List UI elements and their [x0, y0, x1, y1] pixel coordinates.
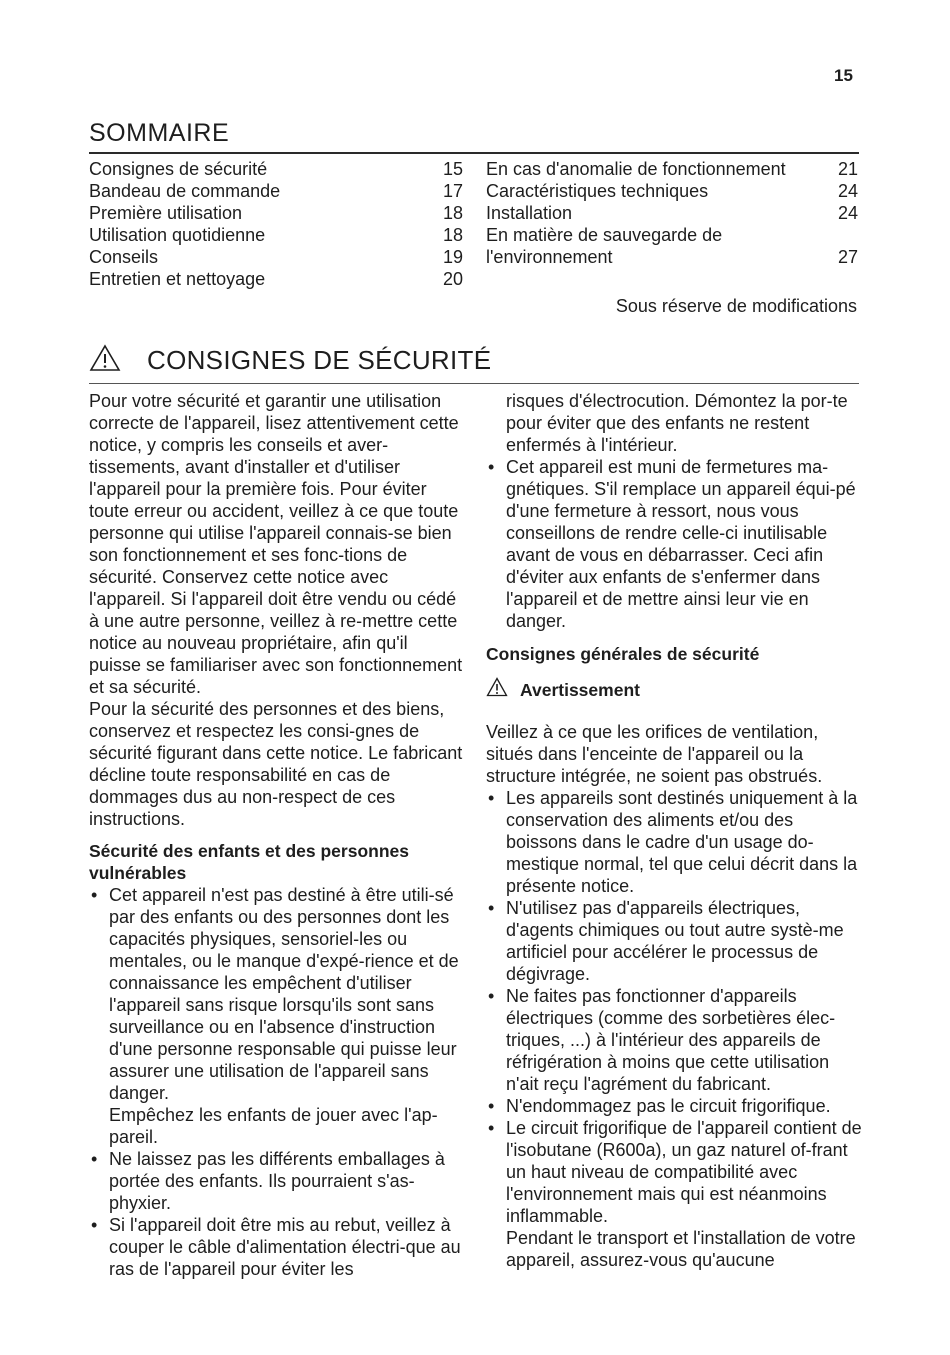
- toc-entry[interactable]: [89, 180, 463, 202]
- list-item-extra: Empêchez les enfants de jouer avec l'ap-pareil.: [109, 1105, 438, 1147]
- warning-triangle-icon: [486, 677, 520, 702]
- warning-triangle-icon: [89, 344, 121, 377]
- toc-entry[interactable]: [89, 202, 463, 224]
- toc-page: 15: [442, 159, 463, 179]
- toc-entry[interactable]: [89, 268, 463, 290]
- toc-label: Première utilisation: [89, 203, 243, 223]
- toc-page: 20: [442, 269, 463, 289]
- warning-text: Veillez à ce que les orifices de ventilation, situés dans l'enceinte de l'appareil ou la structure intégrée, ne soient pas obstrués.: [486, 722, 823, 786]
- magnetic-list: [486, 456, 862, 632]
- toc-entry[interactable]: [89, 224, 463, 246]
- toc-label: Entretien et nettoyage: [89, 269, 266, 289]
- toc-entry[interactable]: [486, 158, 858, 180]
- toc-label: Caractéristiques techniques: [486, 181, 709, 201]
- sommaire-rule: [89, 152, 859, 154]
- toc-page: 24: [837, 181, 858, 201]
- toc-page: 19: [442, 247, 463, 267]
- toc-right: [486, 158, 858, 268]
- list-item-text: Cet appareil n'est pas destiné à être utili-sé par des enfants ou des personnes dont les capacités physiques, sensoriel-les ou mentales, ou le manque d'expé-rience et de connaissance les empêchent d'utiliser l'appareil sans risque lorsqu'ils sont sans surveillance ou en l'absence d'instruction d'une personne responsable qui puisse leur assurer une utilisation de l'appareil sans danger.: [109, 885, 459, 1103]
- intro-paragraph: Pour la sécurité des personnes et des biens, conservez et respectez les consi-gnes de sécurité figurant dans cette notice. Le fabricant décline toute responsabilité en cas de dommages dus au non-respect de ces instructions.: [89, 699, 463, 829]
- left-column: [89, 390, 463, 1280]
- continuation-text: risques d'électrocution. Démontez la por-te pour éviter que des enfants ne restent enfermés à l'intérieur.: [506, 391, 848, 455]
- toc-entry[interactable]: [486, 202, 858, 224]
- list-item: • Cet appareil est muni de fermetures ma-gnétiques. S'il remplace un appareil équi-pé d'une fermeture à ressort, nous vous conseillons de rendre celle-ci inutilisable avant de vous en débarrasser. Ceci afin d'éviter aux enfants de s'enfermer dans l'appareil et de mettre ainsi leur vie en danger.: [486, 456, 862, 632]
- toc-label: Utilisation quotidienne: [89, 225, 266, 245]
- toc-entry[interactable]: [486, 180, 858, 202]
- warning-label: Avertissement: [520, 679, 640, 700]
- right-column: [486, 390, 862, 1271]
- general-heading: Consignes générales de sécurité: [486, 644, 760, 664]
- toc-entry[interactable]: [89, 246, 463, 268]
- page-number: 15: [834, 66, 853, 85]
- toc-page: 18: [442, 203, 463, 223]
- toc-page: 17: [442, 181, 463, 201]
- toc-page: 21: [837, 159, 858, 179]
- modifications-note: Sous réserve de modifications: [615, 296, 857, 316]
- section-rule: [89, 383, 859, 384]
- list-item: • Ne faites pas fonctionner d'appareils électriques (comme des sorbetières élec-triques, ...) à l'intérieur des appareils de réfrigération à moins que cette utilisation n'ait reçu l'agrément du fabricant.: [486, 985, 862, 1095]
- general-list: [486, 787, 862, 1271]
- list-item: • Ne laissez pas les différents emballages à portée des enfants. Ils pourraient s'as-phyxier.: [89, 1148, 463, 1214]
- list-item-extra: Pendant le transport et l'installation de votre appareil, assurez-vous qu'aucune: [506, 1228, 856, 1270]
- section-heading: [89, 344, 491, 377]
- list-item: • N'endommagez pas le circuit frigorifique.: [486, 1095, 862, 1117]
- list-item: • N'utilisez pas d'appareils électriques, d'agents chimiques ou tout autre systè-me artificiel pour accélérer le processus de dégivrage.: [486, 897, 862, 985]
- toc-label: Bandeau de commande: [89, 181, 281, 201]
- toc-label: En cas d'anomalie de fonctionnement: [486, 159, 786, 179]
- toc-page: 18: [442, 225, 463, 245]
- toc-line: En matière de sauvegarde de: [486, 225, 723, 245]
- list-item: • Si l'appareil doit être mis au rebut, veillez à couper le câble d'alimentation électri-que au ras de l'appareil pour éviter les: [89, 1214, 463, 1280]
- toc-label: Conseils: [89, 247, 159, 267]
- toc-page: 24: [837, 203, 858, 223]
- children-list: [89, 884, 463, 1280]
- toc-label: Installation: [486, 203, 573, 223]
- warning-heading: [486, 677, 862, 702]
- toc-label: Consignes de sécurité: [89, 159, 268, 179]
- intro-paragraph: Pour votre sécurité et garantir une utilisation correcte de l'appareil, lisez attentivement cette notice, y compris les conseils et aver-tissements, avant d'installer et d'utiliser l'appareil pour la première fois. Pour éviter toute erreur ou accident, veillez à ce que toute personne qui utilise l'appareil connais-se bien son fonctionnement et ses fonc-tions de sécurité. Conservez cette notice avec l'appareil. Si l'appareil doit être vendu ou cédé à une autre personne, veillez à re-mettre cette notice au nouveau propriétaire, afin qu'il puisse se familiariser avec son fonctionnement et sa sécurité.: [89, 391, 463, 697]
- list-item: [486, 1117, 862, 1271]
- toc-entry[interactable]: [89, 158, 463, 180]
- toc-page: 27: [837, 247, 858, 267]
- children-heading: Sécurité des enfants et des personnes vulnérables: [89, 841, 409, 883]
- section-title: CONSIGNES DE SÉCURITÉ: [147, 345, 492, 375]
- toc-label: l'environnement: [486, 247, 613, 267]
- toc-left: [89, 158, 463, 290]
- list-item-text: Le circuit frigorifique de l'appareil contient de l'isobutane (R600a), un gaz naturel of-frant un haut niveau de compatibilité avec l'environnement mais qui est néanmoins inflammable.: [506, 1118, 862, 1226]
- sommaire-title: SOMMAIRE: [89, 119, 230, 147]
- list-item: • Les appareils sont destinés uniquement à la conservation des aliments et/ou des boissons dans le cadre d'un usage do-mestique normal, tel que celui décrit dans la présente notice.: [486, 787, 862, 897]
- list-item: [89, 884, 463, 1148]
- toc-entry[interactable]: [486, 246, 858, 268]
